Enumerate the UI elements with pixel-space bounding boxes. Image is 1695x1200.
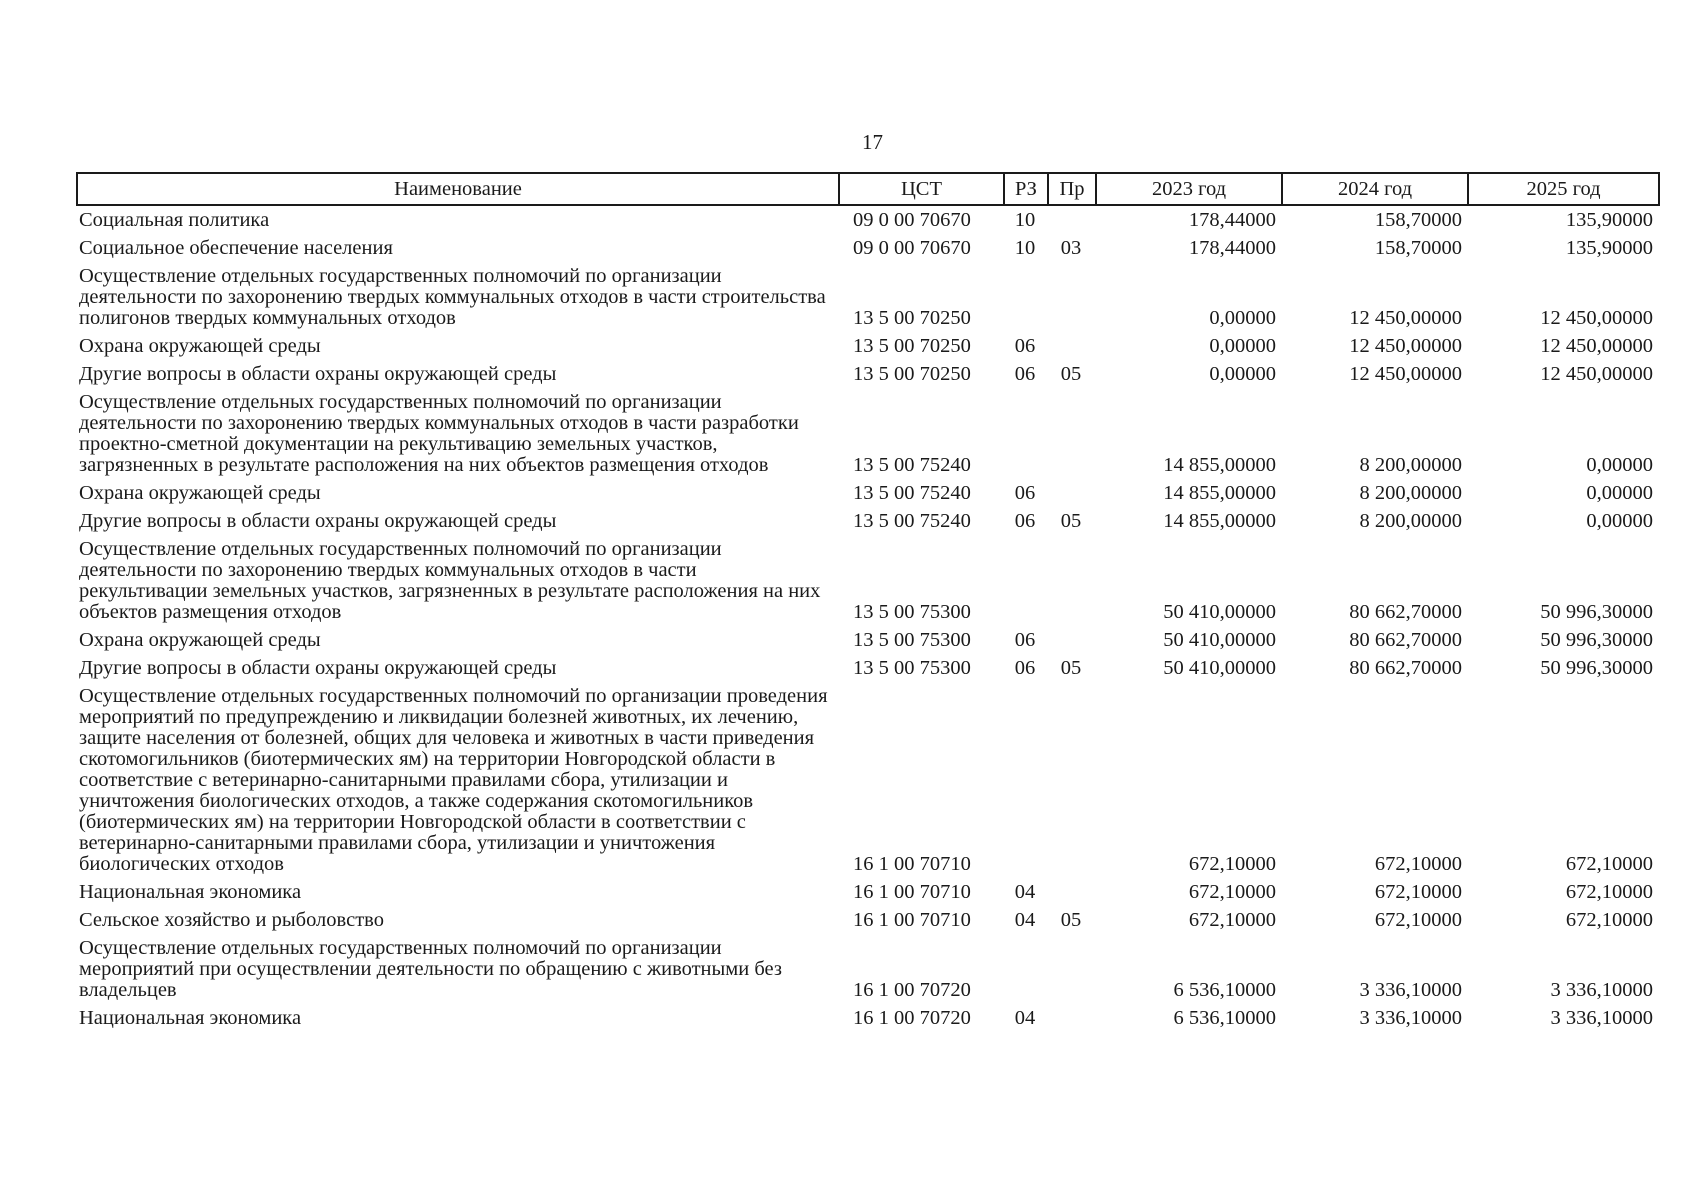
row-name: Осуществление отдельных государственных полномочий по организации мероприятий при осуществлении деятельности по обращению с животными без владельцев <box>79 937 782 1001</box>
row-cst-code: 16 1 00 70710 <box>853 881 971 903</box>
table-row <box>77 535 1659 626</box>
row-amount-2024: 12 450,00000 <box>1349 363 1462 385</box>
table-row <box>77 388 1659 479</box>
row-amount-2025: 672,10000 <box>1565 909 1653 931</box>
row-amount-2024: 672,10000 <box>1374 881 1462 903</box>
row-pr-code <box>1048 262 1096 332</box>
row-rz-code: 06 <box>1014 335 1036 357</box>
header-name: Наименование <box>77 173 839 205</box>
header-rz: РЗ <box>1004 173 1048 205</box>
row-rz-code: 04 <box>1014 909 1036 931</box>
row-name: Охрана окружающей среды <box>79 335 321 357</box>
row-name: Осуществление отдельных государственных полномочий по организации деятельности по захоронению твердых коммунальных отходов в части разработки проектно-сметной документации на рекультивацию земельных участков, загрязненных в результате расположения на них объектов размещения отходов <box>79 391 799 476</box>
row-amount-2025: 12 450,00000 <box>1540 307 1653 329</box>
row-pr-code <box>1048 332 1096 360</box>
row-amount-2025: 672,10000 <box>1565 881 1653 903</box>
table-row <box>77 332 1659 360</box>
row-amount-2025: 12 450,00000 <box>1540 335 1653 357</box>
row-pr-code <box>1048 934 1096 1004</box>
row-amount-2024: 8 200,00000 <box>1359 454 1462 476</box>
row-pr-code <box>1048 535 1096 626</box>
row-rz-code <box>1004 388 1048 479</box>
row-amount-2025: 0,00000 <box>1586 510 1653 532</box>
row-rz-code: 10 <box>1014 209 1036 231</box>
table-row <box>77 626 1659 654</box>
budget-table <box>76 172 1660 1032</box>
row-amount-2024: 672,10000 <box>1374 853 1462 875</box>
row-pr-code: 05 <box>1060 363 1082 385</box>
row-amount-2025: 50 996,30000 <box>1540 629 1653 651</box>
row-name: Другие вопросы в области охраны окружающей среды <box>79 363 557 385</box>
row-amount-2023: 0,00000 <box>1209 307 1276 329</box>
row-rz-code <box>1004 535 1048 626</box>
header-cst: ЦСТ <box>839 173 1004 205</box>
row-amount-2024: 3 336,10000 <box>1359 1007 1462 1029</box>
table-row <box>77 262 1659 332</box>
row-rz-code: 06 <box>1014 363 1036 385</box>
table-row <box>77 1004 1659 1032</box>
row-amount-2025: 135,90000 <box>1565 209 1653 231</box>
row-cst-code: 13 5 00 75300 <box>853 629 971 651</box>
row-amount-2023: 178,44000 <box>1188 237 1276 259</box>
row-name: Другие вопросы в области охраны окружающей среды <box>79 510 557 532</box>
row-cst-code: 13 5 00 75240 <box>853 510 971 532</box>
row-pr-code: 05 <box>1060 657 1082 679</box>
row-cst-code: 13 5 00 75300 <box>853 601 971 623</box>
row-pr-code <box>1048 1004 1096 1032</box>
row-cst-code: 16 1 00 70720 <box>853 1007 971 1029</box>
row-amount-2025: 0,00000 <box>1586 482 1653 504</box>
row-cst-code: 16 1 00 70710 <box>853 853 971 875</box>
row-amount-2025: 50 996,30000 <box>1540 657 1653 679</box>
header-2025: 2025 год <box>1468 173 1659 205</box>
row-cst-code: 13 5 00 75240 <box>853 482 971 504</box>
row-name: Осуществление отдельных государственных полномочий по организации деятельности по захоронению твердых коммунальных отходов в части строительства полигонов твердых коммунальных отходов <box>79 265 826 329</box>
row-amount-2023: 672,10000 <box>1188 853 1276 875</box>
row-pr-code <box>1048 878 1096 906</box>
row-rz-code: 10 <box>1014 237 1036 259</box>
row-amount-2023: 6 536,10000 <box>1173 1007 1276 1029</box>
row-amount-2024: 158,70000 <box>1374 209 1462 231</box>
row-amount-2023: 14 855,00000 <box>1163 482 1276 504</box>
row-rz-code <box>1004 262 1048 332</box>
row-pr-code: 05 <box>1060 909 1082 931</box>
row-amount-2025: 12 450,00000 <box>1540 363 1653 385</box>
row-amount-2023: 14 855,00000 <box>1163 454 1276 476</box>
table-row <box>77 934 1659 1004</box>
row-cst-code: 09 0 00 70670 <box>853 237 971 259</box>
row-amount-2025: 3 336,10000 <box>1550 979 1653 1001</box>
row-amount-2023: 672,10000 <box>1188 881 1276 903</box>
row-amount-2024: 158,70000 <box>1374 237 1462 259</box>
table-row <box>77 360 1659 388</box>
row-amount-2023: 672,10000 <box>1188 909 1276 931</box>
row-pr-code <box>1048 479 1096 507</box>
row-pr-code: 03 <box>1060 237 1082 259</box>
table-row <box>77 234 1659 262</box>
row-amount-2025: 0,00000 <box>1586 454 1653 476</box>
row-cst-code: 09 0 00 70670 <box>853 209 971 231</box>
row-pr-code <box>1048 682 1096 878</box>
row-name: Национальная экономика <box>79 1007 302 1029</box>
row-name: Социальное обеспечение населения <box>79 237 393 259</box>
row-name: Социальная политика <box>79 209 270 231</box>
row-amount-2024: 8 200,00000 <box>1359 510 1462 532</box>
row-amount-2023: 50 410,00000 <box>1163 601 1276 623</box>
row-amount-2024: 80 662,70000 <box>1349 657 1462 679</box>
row-name: Сельское хозяйство и рыболовство <box>79 909 384 931</box>
table-header-row <box>77 173 1659 205</box>
row-cst-code: 16 1 00 70720 <box>853 979 971 1001</box>
row-cst-code: 13 5 00 70250 <box>853 335 971 357</box>
row-name: Осуществление отдельных государственных полномочий по организации деятельности по захоронению твердых коммунальных отходов в части рекультивации земельных участков, загрязненных в результате расположения на них объектов размещения отходов <box>79 538 821 623</box>
row-amount-2024: 80 662,70000 <box>1349 601 1462 623</box>
row-rz-code: 06 <box>1014 510 1036 532</box>
row-cst-code: 13 5 00 75300 <box>853 657 971 679</box>
row-amount-2024: 80 662,70000 <box>1349 629 1462 651</box>
row-amount-2025: 3 336,10000 <box>1550 1007 1653 1029</box>
row-rz-code: 04 <box>1014 881 1036 903</box>
row-amount-2025: 135,90000 <box>1565 237 1653 259</box>
row-amount-2023: 0,00000 <box>1209 335 1276 357</box>
row-cst-code: 13 5 00 70250 <box>853 307 971 329</box>
row-name: Другие вопросы в области охраны окружающей среды <box>79 657 557 679</box>
row-amount-2023: 50 410,00000 <box>1163 657 1276 679</box>
table-row <box>77 878 1659 906</box>
row-amount-2024: 12 450,00000 <box>1349 307 1462 329</box>
table-row <box>77 205 1659 234</box>
row-amount-2024: 8 200,00000 <box>1359 482 1462 504</box>
header-pr: Пр <box>1048 173 1096 205</box>
row-amount-2025: 50 996,30000 <box>1540 601 1653 623</box>
row-name: Национальная экономика <box>79 881 302 903</box>
row-cst-code: 13 5 00 75240 <box>853 454 971 476</box>
header-2024: 2024 год <box>1282 173 1468 205</box>
row-name: Охрана окружающей среды <box>79 482 321 504</box>
row-pr-code <box>1048 205 1096 234</box>
table-body <box>77 205 1659 1032</box>
row-amount-2023: 50 410,00000 <box>1163 629 1276 651</box>
row-name: Осуществление отдельных государственных полномочий по организации проведения мероприятий по предупреждению и ликвидации болезней животных, их лечению, защите населения от болезней, общих для человека и животных в части приведения скотомогильников (биотермических ям) на территории Новгородской области в соответствие с ветеринарно-санитарными правилами сбора, утилизации и уничтожения биологических отходов, а также содержания скотомогильников (биотермических ям) на территории Новгородской области в соответствии с ветеринарно-санитарными правилами сбора, утилизации и уничтожения биологических отходов <box>79 685 828 875</box>
header-2023: 2023 год <box>1096 173 1282 205</box>
row-amount-2025: 672,10000 <box>1565 853 1653 875</box>
row-amount-2023: 178,44000 <box>1188 209 1276 231</box>
row-pr-code <box>1048 388 1096 479</box>
table-row <box>77 906 1659 934</box>
row-amount-2024: 3 336,10000 <box>1359 979 1462 1001</box>
row-amount-2023: 0,00000 <box>1209 363 1276 385</box>
table-row <box>77 682 1659 878</box>
row-pr-code: 05 <box>1060 510 1082 532</box>
row-cst-code: 13 5 00 70250 <box>853 363 971 385</box>
row-amount-2024: 12 450,00000 <box>1349 335 1462 357</box>
row-rz-code <box>1004 934 1048 1004</box>
row-cst-code: 16 1 00 70710 <box>853 909 971 931</box>
table-row <box>77 507 1659 535</box>
page-number: 17 <box>862 130 883 154</box>
row-rz-code: 06 <box>1014 482 1036 504</box>
row-rz-code: 06 <box>1014 657 1036 679</box>
row-amount-2023: 14 855,00000 <box>1163 510 1276 532</box>
table-row <box>77 479 1659 507</box>
row-rz-code <box>1004 682 1048 878</box>
row-amount-2024: 672,10000 <box>1374 909 1462 931</box>
row-pr-code <box>1048 626 1096 654</box>
row-name: Охрана окружающей среды <box>79 629 321 651</box>
row-rz-code: 06 <box>1014 629 1036 651</box>
row-amount-2023: 6 536,10000 <box>1173 979 1276 1001</box>
table-row <box>77 654 1659 682</box>
row-rz-code: 04 <box>1014 1007 1036 1029</box>
